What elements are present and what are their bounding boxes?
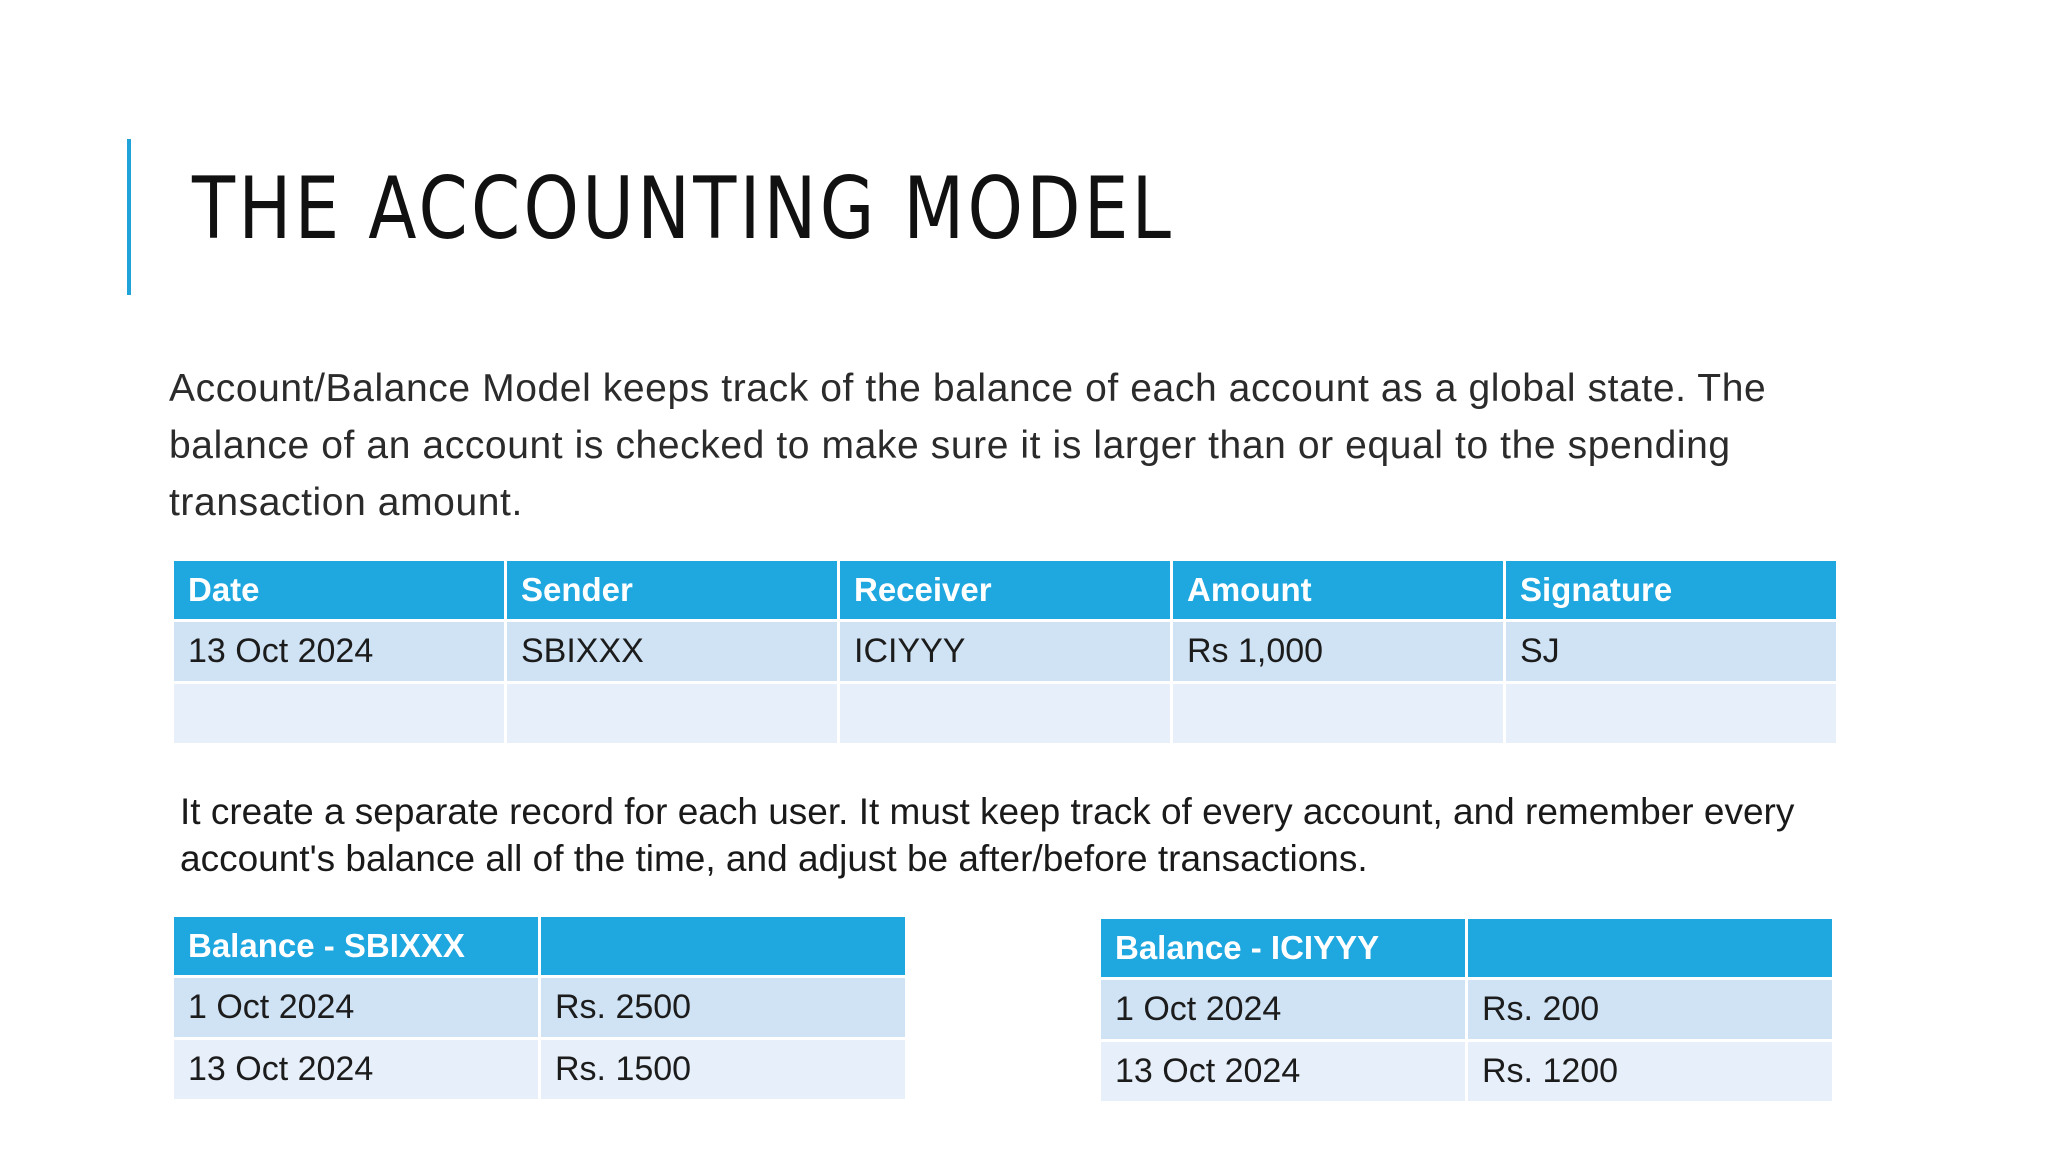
cell-amount: Rs 1,000 [1173, 622, 1503, 681]
note-paragraph: It create a separate record for each user. It must keep track of every account, and remember every account's balance all of the time, and adjust be after/before transactions. [180, 791, 1795, 879]
balance-date: 1 Oct 2024 [174, 978, 538, 1037]
table-row [174, 684, 1836, 743]
balance-amount: Rs. 200 [1468, 980, 1832, 1039]
cell-signature: SJ [1506, 622, 1836, 681]
cell-date [174, 684, 504, 743]
cell-sender [507, 684, 837, 743]
cell-receiver: ICIYYY [840, 622, 1170, 681]
balance-amount: Rs. 2500 [541, 978, 905, 1037]
transaction-table [171, 558, 1839, 746]
balance-header-label: Balance - SBIXXX [174, 917, 538, 975]
header-receiver: Receiver [840, 561, 1170, 619]
table-header-row [1101, 919, 1832, 977]
balance-date: 13 Oct 2024 [174, 1040, 538, 1099]
balance-header-value [541, 917, 905, 975]
cell-amount [1173, 684, 1503, 743]
cell-sender: SBIXXX [507, 622, 837, 681]
balance-date: 1 Oct 2024 [1101, 980, 1465, 1039]
balance-date: 13 Oct 2024 [1101, 1042, 1465, 1101]
table-header-row [174, 561, 1836, 619]
balance-header-label: Balance - ICIYYY [1101, 919, 1465, 977]
balance-amount: Rs. 1200 [1468, 1042, 1832, 1101]
balance-header-value [1468, 919, 1832, 977]
cell-signature [1506, 684, 1836, 743]
table-row [174, 622, 1836, 681]
balance-table-sbixxx [171, 914, 908, 1102]
cell-receiver [840, 684, 1170, 743]
header-sender: Sender [507, 561, 837, 619]
table-row [1101, 1042, 1832, 1101]
header-signature: Signature [1506, 561, 1836, 619]
balance-table-iciyyy [1098, 916, 1835, 1104]
table-row [1101, 980, 1832, 1039]
title-accent-bar [127, 139, 131, 295]
table-header-row [174, 917, 905, 975]
header-date: Date [174, 561, 504, 619]
cell-date: 13 Oct 2024 [174, 622, 504, 681]
intro-paragraph: Account/Balance Model keeps track of the balance of each account as a global state. The balance of an account is checked to make sure it is larger than or equal to the spending transaction amount. [169, 367, 1767, 524]
balance-amount: Rs. 1500 [541, 1040, 905, 1099]
table-row [174, 1040, 905, 1099]
table-row [174, 978, 905, 1037]
slide-title: THE ACCOUNTING MODEL [192, 159, 1175, 259]
header-amount: Amount [1173, 561, 1503, 619]
